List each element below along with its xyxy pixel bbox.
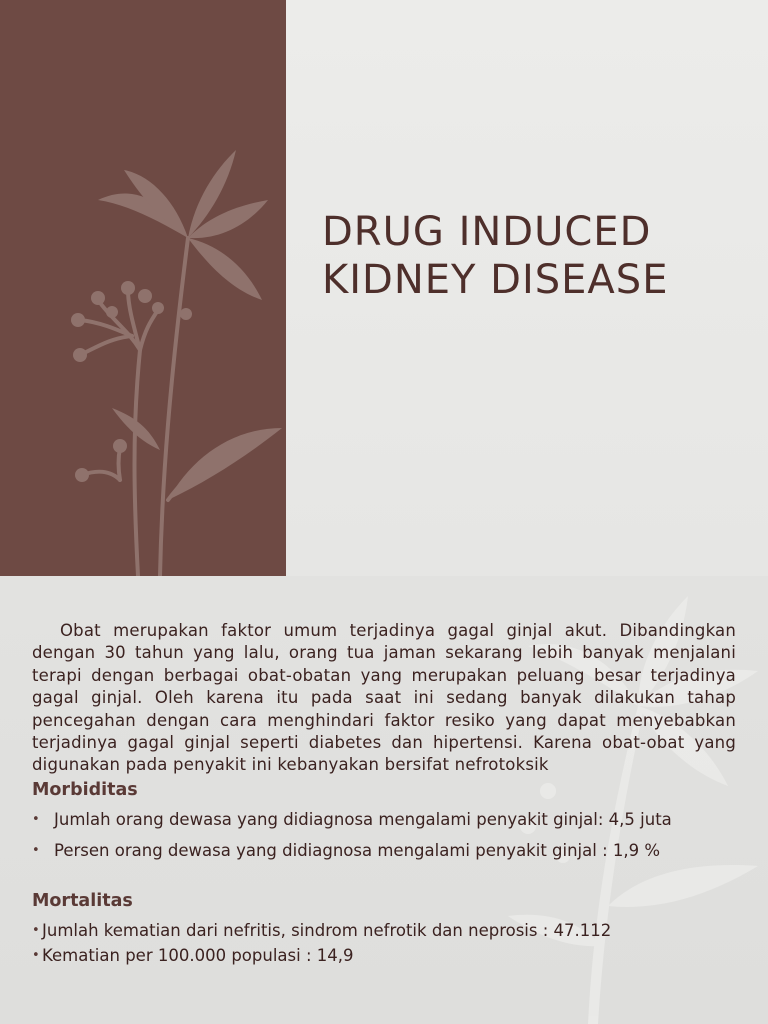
- list-item: • Jumlah kematian dari nefritis, sindrom nefrotik dan neprosis : 47.112: [32, 920, 736, 942]
- intro-paragraph: Obat merupakan faktor umum terjadinya gagal ginjal akut. Dibandingkan dengan 30 tahun yang lalu, orang tua jaman sekarang lebih banyak menjalani terapi dengan berbagai obat-obatan yang merupakan peluang besar terjadinya gagal ginjal. Oleh karena itu pada saat ini sedang banyak dilakukan tahap pencegahan dengan cara menghindari faktor resiko yang dapat menyebabkan terjadinya gagal ginjal seperti diabetes dan hipertensi. Karena obat-obat yang digunakan pada penyakit ini kebanyakan bersifat nefrotoksik: [32, 621, 736, 775]
- slide-title: [322, 208, 752, 304]
- decorative-side-panel: [0, 0, 286, 576]
- title-line-1: DRUG INDUCED: [322, 209, 652, 255]
- mortalitas-heading: Mortalitas: [32, 891, 133, 912]
- content-text-block: [32, 620, 736, 975]
- section-spacer: [32, 870, 736, 888]
- list-item: • Persen orang dewasa yang didiagnosa mengalami penyakit ginjal : 1,9 %: [32, 840, 736, 862]
- mortalitas-list: [32, 920, 736, 967]
- title-line-2: KIDNEY DISEASE: [322, 257, 669, 303]
- morbiditas-list: [32, 809, 736, 862]
- list-item: • Kematian per 100.000 populasi : 14,9: [32, 945, 736, 967]
- morbiditas-heading: Morbiditas: [32, 779, 138, 800]
- list-item: • Jumlah orang dewasa yang didiagnosa mengalami penyakit ginjal: 4,5 juta: [32, 809, 736, 831]
- plant-silhouette-icon: [0, 0, 286, 576]
